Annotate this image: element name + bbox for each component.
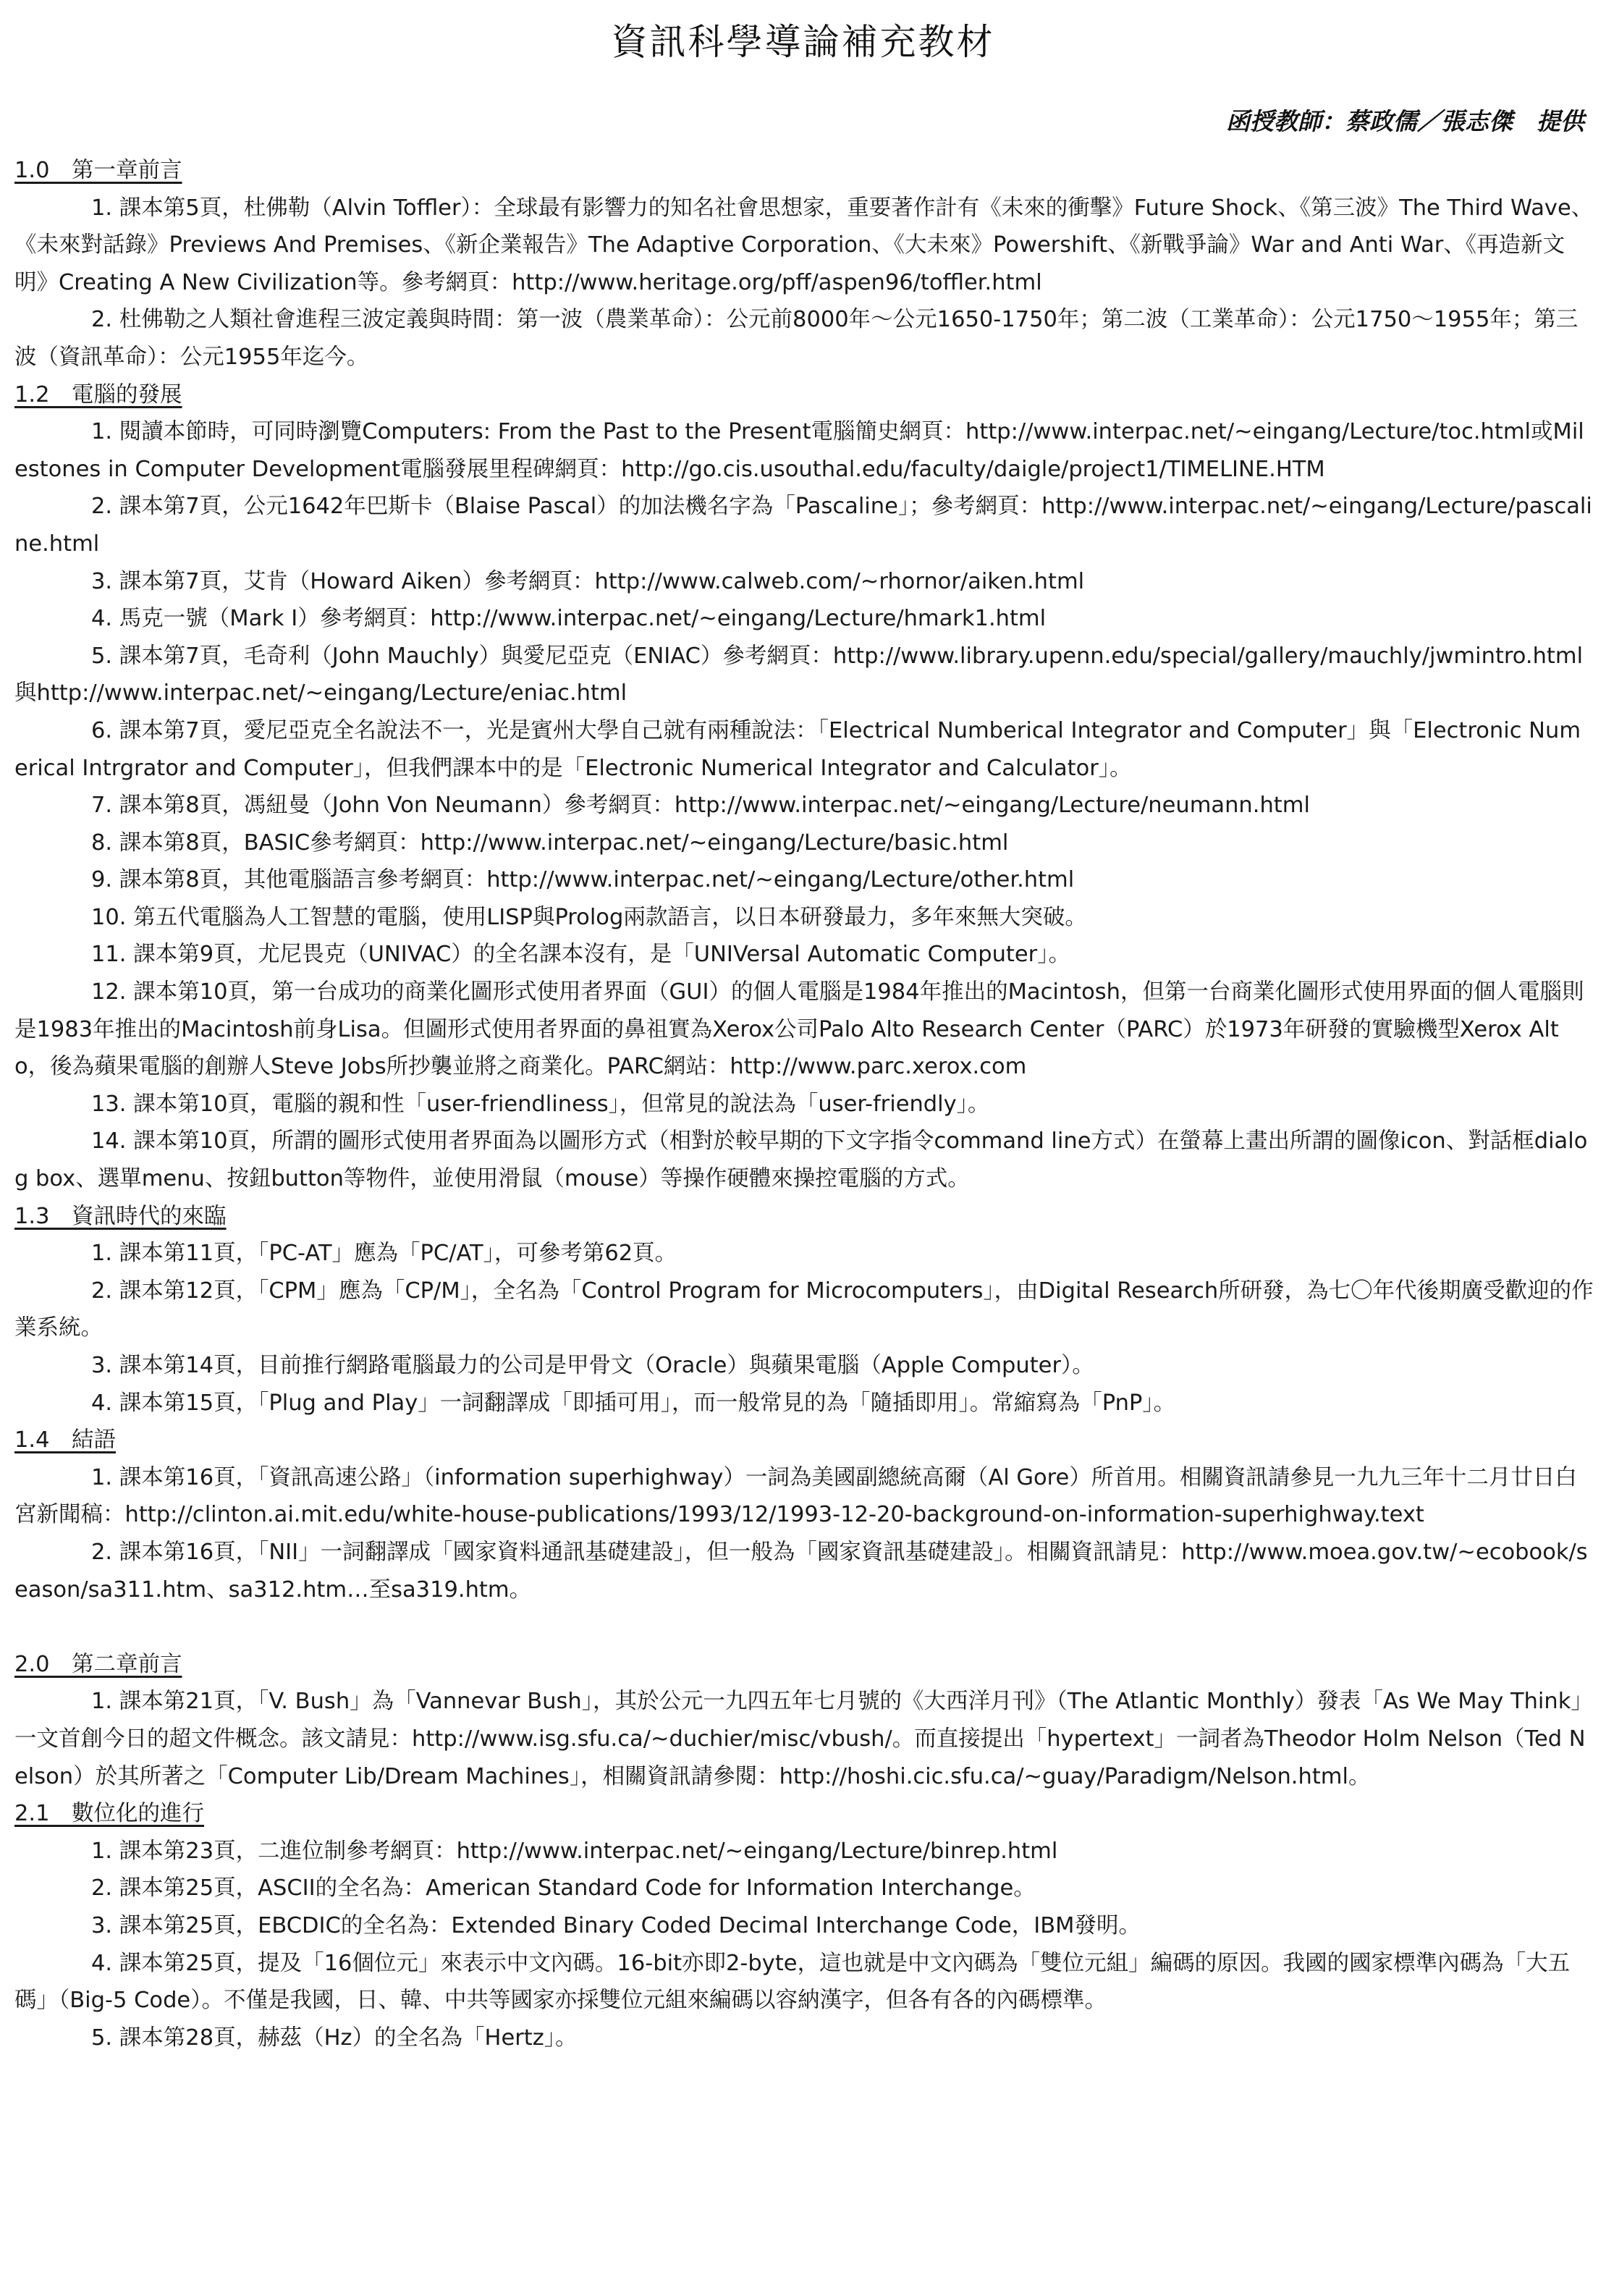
list-item: 9. 課本第8頁，其他電腦語言參考網頁：http://www.interpac.net/~eingang/Lecture/other.html xyxy=(91,867,1075,893)
list-item: 13. 課本第10頁，電腦的親和性「user-friendliness」，但常見的說法為「user-friendly」。 xyxy=(91,1091,990,1117)
list-item: 4. 課本第15頁，「Plug and Play」一詞翻譯成「即插可用」，而一般常見的為「隨插即用」。常縮寫為「PnP」。 xyxy=(91,1390,1176,1416)
section-heading: 1.2 電腦的發展 xyxy=(14,381,182,408)
list-item: 3. 課本第25頁，EBCDIC的全名為：Extended Binary Coded Decimal Interchange Code，IBM發明。 xyxy=(91,1912,1141,1938)
list-item: 7. 課本第8頁，馮紐曼（John Von Neumann）參考網頁：http://www.interpac.net/~eingang/Lecture/neumann.html xyxy=(91,793,1310,819)
list-item: 2. 課本第7頁，公元1642年巴斯卡（Blaise Pascal）的加法機名字為「Pascaline」；參考網頁：http://www.interpac.net/~eingang/Lecture/pascaline.html xyxy=(14,494,1592,557)
section xyxy=(14,1795,1594,2056)
section-heading: 1.4 結語 xyxy=(14,1427,117,1453)
list-item: 8. 課本第8頁，BASIC參考網頁：http://www.interpac.net/~eingang/Lecture/basic.html xyxy=(91,830,1009,856)
list-item: 11. 課本第9頁，尤尼畏克（UNIVAC）的全名課本沒有，是「UNIVersal Automatic Computer」。 xyxy=(91,942,1070,968)
list-item: 4. 馬克一號（Mark I）參考網頁：http://www.interpac.net/~eingang/Lecture/hmark1.html xyxy=(91,606,1047,632)
list-item: 1. 閱讀本節時，可同時瀏覽Computers: From the Past to the Present電腦簡史網頁：http://www.interpac.net/~eingang/Lecture/toc.html或Milestones in Computer Development電腦發展里程碑網頁：http://go.cis.usouthal.edu/faculty/daigle/project1/TIMELINE.HTM xyxy=(14,419,1584,482)
section xyxy=(14,376,1594,1198)
list-item: 3. 課本第7頁，艾肯（Howard Aiken）參考網頁：http://www.calweb.com/~rhornor/aiken.html xyxy=(91,568,1085,594)
section-heading: 2.1 數位化的進行 xyxy=(14,1801,205,1827)
section xyxy=(14,152,1594,376)
list-item: 6. 課本第7頁，愛尼亞克全名說法不一，光是賓州大學自己就有兩種說法：「Electrical Numberical Integrator and Computer」與「Electronic Numerical Intrgrator and Computer」，但我們課本中的是「Electronic Numerical Integrator and Calculator」。 xyxy=(14,717,1581,781)
list-item: 10. 第五代電腦為人工智慧的電腦，使用LISP與Prolog兩款語言，以日本研發最力，多年來無大突破。 xyxy=(91,904,1087,930)
list-item: 1. 課本第11頁，「PC-AT」應為「PC/AT」，可參考第62頁。 xyxy=(91,1241,677,1267)
section-heading: 1.3 資訊時代的來臨 xyxy=(14,1203,227,1229)
list-item: 3. 課本第14頁，目前推行網路電腦最力的公司是甲骨文（Oracle）與蘋果電腦（Apple Computer）。 xyxy=(91,1353,1094,1378)
list-item: 2. 課本第12頁，「CPM」應為「CP/M」，全名為「Control Program for Microcomputers」，由Digital Research所研發，為七〇年代後期廣受歡迎的作業系統。 xyxy=(14,1278,1594,1341)
section xyxy=(14,1198,1594,1422)
list-item: 5. 課本第7頁，毛奇利（John Mauchly）與愛尼亞克（ENIAC）參考網頁：http://www.library.upenn.edu/special/gallery/mauchly/jwmintro.html與http://www.interpac.net/~eingang/Lecture/eniac.html xyxy=(14,643,1584,706)
list-item: 2. 杜佛勒之人類社會進程三波定義與時間：第一波（農業革命）：公元前8000年～公元1650-1750年；第二波（工業革命）：公元1750～1955年；第三波（資訊革命）：公元1955年迄今。 xyxy=(14,307,1578,370)
list-item: 1. 課本第21頁，「V. Bush」為「Vannevar Bush」，其於公元一九四五年七月號的《大西洋月刊》（The Atlantic Monthly）發表「As We May Think」一文首創今日的超文件概念。該文請見：http://www.isg.sfu.ca/~duchier/misc/vbush/。而直接提出「hypertext」一詞者為Theodor Holm Nelson（Ted Nelson）於其所著之「Computer Lib/Dream Machines」，相關資訊請參閱：http://hoshi.cic.sfu.ca/~guay/Paradigm/Nelson.html。 xyxy=(14,1689,1593,1789)
section xyxy=(14,1422,1594,1608)
list-item: 2. 課本第16頁，「NII」一詞翻譯成「國家資料通訊基礎建設」，但一般為「國家資訊基礎建設」。相關資訊請見：http://www.moea.gov.tw/~ecobook/season/sa311.htm、sa312.htm…至sa319.htm。 xyxy=(14,1539,1588,1603)
instructor-credit: 函授教師：蔡政儒／張志傑 提供 xyxy=(1226,107,1584,135)
list-item: 5. 課本第28頁，赫茲（Hz）的全名為「Hertz」。 xyxy=(91,2025,578,2051)
list-item: 14. 課本第10頁，所謂的圖形式使用者界面為以圖形方式（相對於較早期的下文字指令command line方式）在螢幕上畫出所謂的圖像icon、對話框dialog box、選單menu、按鈕button等物件，並使用滑鼠（mouse）等操作硬體來操控電腦的方式。 xyxy=(14,1128,1588,1192)
section-heading: 2.0 第二章前言 xyxy=(14,1651,182,1677)
list-item: 1. 課本第16頁，「資訊高速公路」（information superhighway）一詞為美國副總統高爾（Al Gore）所首用。相關資訊請參見一九九三年十二月廿日白宮新聞稿：http://clinton.ai.mit.edu/white-house-publications/1993/12/1993-12-20-background-on-information-superhighway.text xyxy=(14,1464,1577,1528)
section-heading: 1.0 第一章前言 xyxy=(14,158,182,183)
list-item: 2. 課本第25頁，ASCII的全名為：American Standard Code for Information Interchange。 xyxy=(91,1875,1036,1902)
list-item: 4. 課本第25頁，提及「16個位元」來表示中文內碼。16-bit亦即2-byte，這也就是中文內碼為「雙位元組」編碼的原因。我國的國家標準內碼為「大五碼」（Big-5 Code）。不僅是我國，日、韓、中共等國家亦採雙位元組來編碼以容納漢字，但各有各的內碼標準。 xyxy=(14,1950,1571,2014)
section xyxy=(14,1646,1594,1795)
document-body xyxy=(14,152,1594,2056)
list-item: 1. 課本第23頁，二進位制參考網頁：http://www.interpac.net/~eingang/Lecture/binrep.html xyxy=(91,1838,1058,1864)
list-item: 1. 課本第5頁，杜佛勒（Alvin Toffler）：全球最有影響力的知名社會思想家，重要著作計有《未來的衝擊》Future Shock、《第三波》The Third Wave、《未來對話錄》Previews And Premises、《新企業報告》The Adaptive Corporation、《大未來》Powershift、《新戰爭論》War and Anti War、《再造新文明》Creating A New Civilization等。參考網頁：http://www.heritage.org/pff/aspen96/toffler.html xyxy=(14,195,1594,295)
list-item: 12. 課本第10頁，第一台成功的商業化圖形式使用者界面（GUI）的個人電腦是1984年推出的Macintosh，但第一台商業化圖形式使用界面的個人電腦則是1983年推出的Macintosh前身Lisa。但圖形式使用者界面的鼻祖實為Xerox公司Palo Alto Research Center（PARC）於1973年研發的實驗機型Xerox Alto，後為蘋果電腦的創辦人Steve Jobs所抄襲並將之商業化。PARC網站：http://www.parc.xerox.com xyxy=(14,979,1584,1080)
document-title: 資訊科學導論補充教材 xyxy=(611,21,995,63)
section-spacer xyxy=(14,1608,1594,1646)
